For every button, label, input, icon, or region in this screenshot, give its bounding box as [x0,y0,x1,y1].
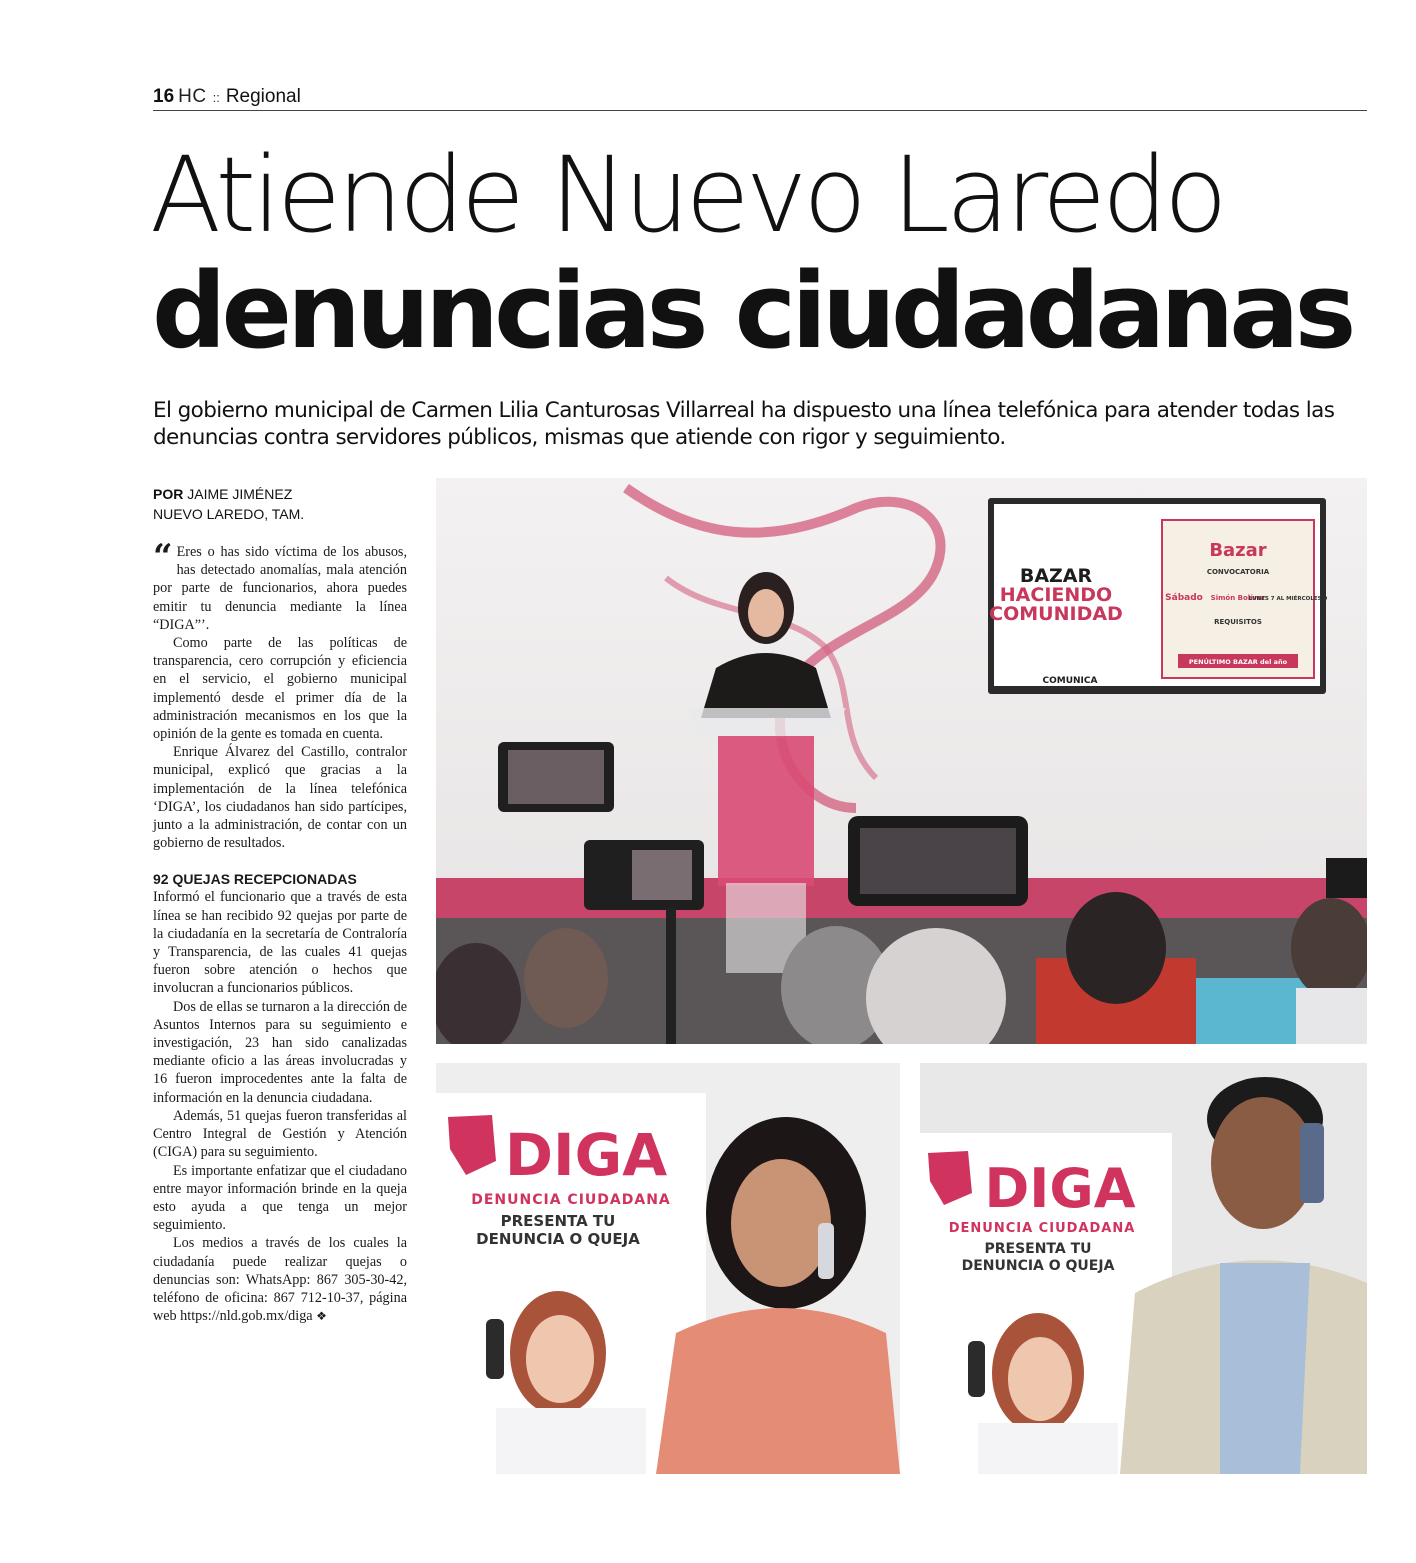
banner-portrait-shirt [496,1408,646,1474]
page-number: 16 [153,86,175,107]
byline-prefix: POR [153,486,184,502]
headline-line-1: Atiende Nuevo Laredo [150,134,1224,256]
paragraph: Es importante enfatizar que el ciudadano entre mayor información brinde en la queja esto ayuda a que tenga un mejor seguimiento. [153,1162,407,1234]
poster-title: Bazar [1209,540,1267,561]
banner-cta-2: DENUNCIA O QUEJA [476,1230,640,1248]
folio-separator: :: [212,90,220,105]
photo-diga-man [920,1063,1367,1474]
camera-phone-4 [1326,858,1367,898]
byline-author: JAIME JIMÉNEZ [187,486,293,502]
section-name: Regional [225,86,301,107]
screen-title-2: HACIENDO [999,584,1113,606]
banner-cta-1: PRESENTA TU [500,1212,616,1230]
audience-head [1066,892,1166,1004]
diga-man-illustration [920,1063,1367,1474]
banner-title: DIGA [984,1157,1136,1220]
man-shirt [1220,1263,1310,1474]
paragraph-text: Los medios a través de los cuales la ciudadanía puede realizar quejas o denuncias son: WhatsApp: 867 305-30-42, teléfono de oficina: 867 712-10-37, página web https://nld.gob.mx/diga [153,1235,407,1325]
woman-face [731,1159,831,1287]
screen-title-1: BAZAR [1019,565,1093,587]
banner-title: DIGA [504,1121,668,1189]
photo-diga-woman [436,1063,900,1474]
paragraph: Eres o has sido víctima de los abusos, has detectado anomalías, mala atención por parte de funcionarios, ahora puedes emitir tu denuncia mediante la línea “DIGA”’. [153,544,407,633]
publication-name: HC [178,86,207,107]
poster-dates: LUNES 7 AL MIÉRCOLES 9 [1248,596,1328,602]
banner-portrait-shirt [978,1423,1118,1474]
banner-cta-2: DENUNCIA O QUEJA [961,1258,1115,1274]
paragraph: Dos de ellas se turnaron a la dirección de Asuntos Internos para su seguimiento e investigación, 23 han sido canalizadas mediante oficio a las áreas involucradas y 16 fueron improcedentes ante la falta de información en la denuncia ciudadana. [153,998,407,1106]
paragraph: Enrique Álvarez del Castillo, contralor municipal, explicó que gracias a la implementación de la línea telefónica ‘DIGA’, los ciudadanos han sido partícipes, junto a la administración, de contar con un gobierno de resultados. [153,744,407,852]
camera-phone-1-screen [508,750,604,804]
banner-sub: DENUNCIA CIUDADANA [948,1221,1136,1236]
poster-day: Sábado [1165,593,1203,603]
phone-handset-icon [968,1341,985,1397]
photo-press-conference [436,478,1367,1044]
poster-requirements: REQUISITOS [1214,618,1262,626]
byline-dateline: NUEVO LAREDO, TAM. [153,506,305,522]
audience-shirt-white [1296,988,1367,1044]
phone-handset-icon [486,1319,504,1379]
banner-portrait-face [526,1315,594,1403]
screen-title-3: COMUNIDAD [989,603,1123,625]
banner-cta-1: PRESENTA TU [984,1241,1092,1257]
camera-phone-2-screen [632,850,692,900]
screen-brand: COMUNICA [1042,676,1098,686]
podium-top [686,708,846,738]
speaker-face [748,589,784,637]
press-conference-illustration [436,478,1367,1044]
page-folio [153,86,1367,111]
paragraph: Como parte de las políticas de transparencia, cero corrupción y eficiencia en el servicio, el gobierno municipal implementó desde el primer día de la administración mecanismos en los que la opinión de la gente es tomada en cuenta. [153,635,407,743]
paragraph: Informó el funcionario que a través de esta línea se han recibido 92 quejas por parte de la ciudadanía en la secretaría de Contraloría y Transparencia, de las cuales 41 quejas fueron sobre atención o hechos que involucran a funcionarios públicos. [153,889,407,997]
banner-sub: DENUNCIA CIUDADANA [471,1192,671,1208]
paragraph-last [153,1234,407,1325]
poster-sub: CONVOCATORIA [1206,568,1270,576]
mobile-phone-icon [1300,1123,1324,1203]
paragraph: Además, 51 quejas fueron transferidas al Centro Integral de Gestión y Atención (CIGA) para su seguimiento. [153,1107,407,1161]
end-mark: ❖ [316,1309,327,1324]
woman-blouse [656,1308,900,1474]
poster-footer: PENÚLTIMO BAZAR del año [1188,658,1288,666]
banner-portrait-face [1008,1337,1072,1421]
diga-woman-illustration [436,1063,900,1474]
podium-front [718,736,814,886]
tripod-leg [666,908,676,1044]
poster-place: Simón Bolívar [1210,594,1266,602]
headline-line-2: denuncias ciudadanas [152,250,1352,372]
camera-phone-3-screen [860,828,1016,894]
byline [153,484,413,524]
article-subhead: 92 QUEJAS RECEPCIONADAS [153,871,357,888]
man-face [1211,1097,1315,1229]
mobile-phone-icon [818,1223,834,1279]
article-dek: El gobierno municipal de Carmen Lilia Canturosas Villarreal ha dispuesto una línea telefónica para atender todas las denuncias contra servidores públicos, mismas que atiende con rigor y seguimiento. [153,398,1335,450]
opening-quote-mark: “ [153,537,173,577]
article-body [153,537,407,1325]
audience-head [524,928,608,1028]
